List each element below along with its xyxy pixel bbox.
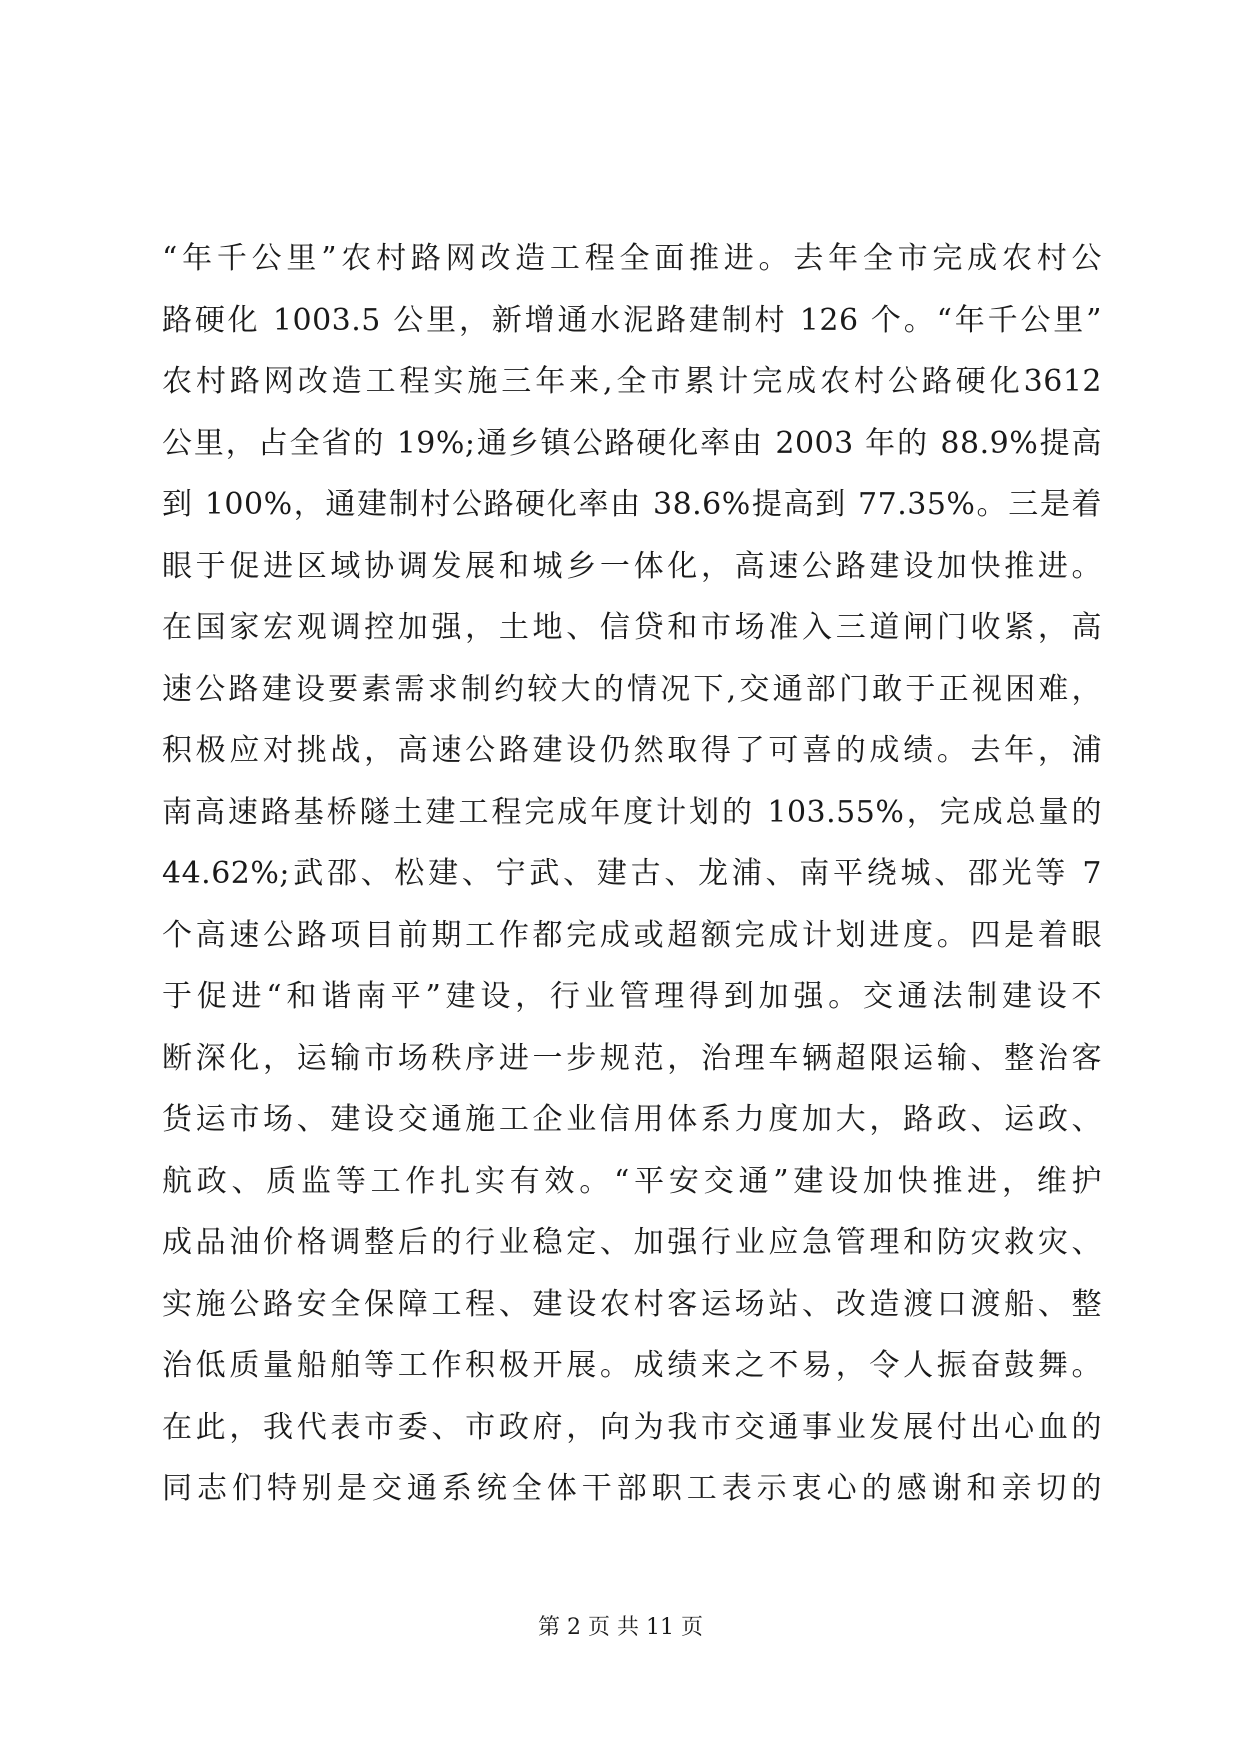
text-line: 成品油价格调整后的行业稳定、加强行业应急管理和防灾救灾、: [162, 1225, 1102, 1260]
text-line: 路硬化 1003.5 公里，新增通水泥路建制村 126 个。“年千公里”: [162, 302, 1102, 338]
text-line: 南高速路基桥隧土建工程完成年度计划的 103.55%，完成总量的: [162, 794, 1102, 830]
text-line: 断深化，运输市场秩序进一步规范，治理车辆超限运输、整治客: [162, 1040, 1102, 1076]
text-line: 货运市场、建设交通施工企业信用体系力度加大，路政、运政、: [162, 1102, 1102, 1137]
text-line: 在国家宏观调控加强，土地、信贷和市场准入三道闸门收紧，高: [162, 610, 1102, 645]
text-line: 治低质量船舶等工作积极开展。成绩来之不易，令人振奋鼓舞。: [162, 1348, 1102, 1383]
text-line: 到 100%，通建制村公路硬化率由 38.6%提高到 77.35%。三是着: [162, 487, 1102, 522]
text-line: 于促进“和谐南平”建设，行业管理得到加强。交通法制建设不: [162, 979, 1102, 1014]
text-line: 速公路建设要素需求制约较大的情况下,交通部门敢于正视困难，: [162, 671, 1102, 707]
text-line: 公里，占全省的 19%;通乡镇公路硬化率由 2003 年的 88.9%提高: [162, 425, 1102, 461]
text-line: 个高速公路项目前期工作都完成或超额完成计划进度。四是着眼: [162, 917, 1102, 953]
text-line: 44.62%;武邵、松建、宁武、建古、龙浦、南平绕城、邵光等 7: [162, 856, 1102, 891]
body-text: [162, 228, 1102, 1520]
text-line: 实施公路安全保障工程、建设农村客运场站、改造渡口渡船、整: [162, 1286, 1102, 1322]
text-line: 农村路网改造工程实施三年来,全市累计完成农村公路硬化3612: [162, 364, 1102, 399]
text-line: 积极应对挑战，高速公路建设仍然取得了可喜的成绩。去年，浦: [162, 733, 1102, 768]
text-line: 航政、质监等工作扎实有效。“平安交通”建设加快推进，维护: [162, 1163, 1102, 1199]
text-line: “年千公里”农村路网改造工程全面推进。去年全市完成农村公: [162, 241, 1102, 276]
text-line: 在此，我代表市委、市政府，向为我市交通事业发展付出心血的: [162, 1409, 1102, 1445]
text-line: 同志们特别是交通系统全体干部职工表示衷心的感谢和亲切的: [162, 1471, 1102, 1506]
page-number-footer: 第 2 页 共 11 页: [538, 1615, 703, 1640]
text-line: 眼于促进区域协调发展和城乡一体化，高速公路建设加快推进。: [162, 548, 1102, 584]
